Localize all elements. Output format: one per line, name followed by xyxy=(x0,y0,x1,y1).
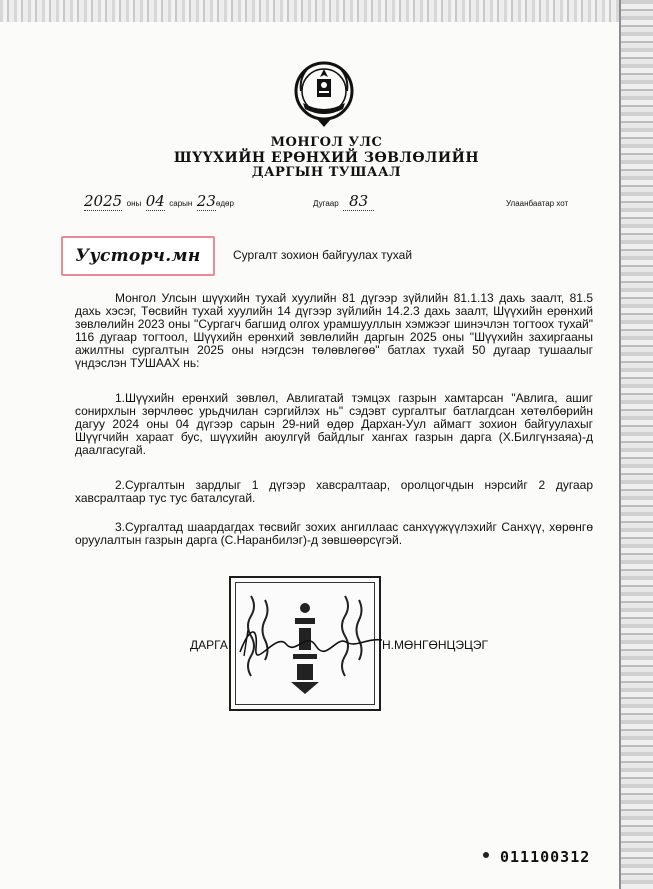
document-subject: Сургалт зохион байгуулах тухай xyxy=(233,248,413,262)
paragraph-item-2: 2.Сургалтын зардлыг 1 дүгээр хавсралтаар, оролцогчдын нэрсийг 2 дугаар хавсралтаар тус тус баталсугай. xyxy=(75,478,593,505)
date-year-suffix: оны xyxy=(126,199,142,208)
scan-artifact-right xyxy=(619,0,653,889)
signature-mark-icon xyxy=(236,622,384,658)
signatory-title: ДАРГА xyxy=(190,638,228,652)
document-number xyxy=(313,192,374,211)
ordinance-stamp-box xyxy=(61,236,215,276)
date-line xyxy=(84,192,234,211)
date-day: 23 xyxy=(196,192,216,210)
scan-artifact-top xyxy=(0,0,653,22)
paragraph-item-3: 3.Сургалтад шаардагдах төсвийг зохих ангиллаас санхүүжүүлэхийг Санхүү, хөрөнгө оруулалтын газрын дарга (С.Наранбилэг)-д зөвшөөрсүгэй. xyxy=(75,520,593,547)
header-organization: ШҮҮХИЙН ЕРӨНХИЙ ЗӨВЛӨЛИЙН xyxy=(173,150,480,166)
ordinance-stamp-text: Уусторч.мн xyxy=(75,246,201,266)
date-year: 2025 xyxy=(84,192,123,210)
registration-dot xyxy=(483,852,489,858)
number-value: 83 xyxy=(343,192,374,211)
date-day-suffix: өдөр xyxy=(215,199,234,208)
document-place: Улаанбаатар хот xyxy=(506,199,569,208)
date-month: 04 xyxy=(145,192,165,210)
number-label: Дугаар xyxy=(313,199,339,208)
signatory-name: Н.МӨНГӨНЦЭЦЭГ xyxy=(382,638,488,652)
paragraph-item-1: 1.Шүүхийн ерөнхий зөвлөл, Авлигатай тэмцэх газрын хамтарсан "Авлига, ашиг сонирхлын зөрчлөөс урьдчилан сэргийлэх нь" сэдэвт сургалтыг батлагдсан хөтөлбөрийн дагуу 2024 оны 04 дүгээр сарын 29-ний өдөр Дархан-Уул аймагт зохион байгуулахыг Шүүгчийн хараат бус, шүүхийн аюулгүй байдлыг хангах газрын дарга (Х.Билгүнзаяа)-д даалгасугай. xyxy=(75,391,593,457)
header-country: МОНГОЛ УЛС xyxy=(270,135,383,150)
state-emblem-icon xyxy=(293,55,355,129)
date-month-suffix: сарын xyxy=(169,199,193,208)
registration-number: 011100312 xyxy=(500,848,591,866)
header-document-type: ДАРГЫН ТУШААЛ xyxy=(251,165,402,180)
scan-edge-line xyxy=(619,0,621,889)
paragraph-preamble: Монгол Улсын шүүхийн тухай хуулийн 81 дүгээр зүйлийн 81.1.13 дахь заалт, 81.5 дахь хэсэг, Төсвийн тухай хуулийн 14 дүгээр зүйлийн 14.2.3 дахь заалт, Шүүхийн ерөнхий зөвлөлийн 2023 оны "Сургагч багшид олгох урамшууллын хэмжээг шинэчлэн тогтоох тухай" 116 дугаар тогтоол, Шүүхийн ерөнхий зөвлөлийн даргын 2025 оны "Шүүхийн захиргааны ажилтны сургалтын 2025 оны нэгдсэн төлөвлөгөө" батлах тухай 50 дугаар тушаалыг үндэслэн ТУШААХ нь: xyxy=(75,291,593,370)
